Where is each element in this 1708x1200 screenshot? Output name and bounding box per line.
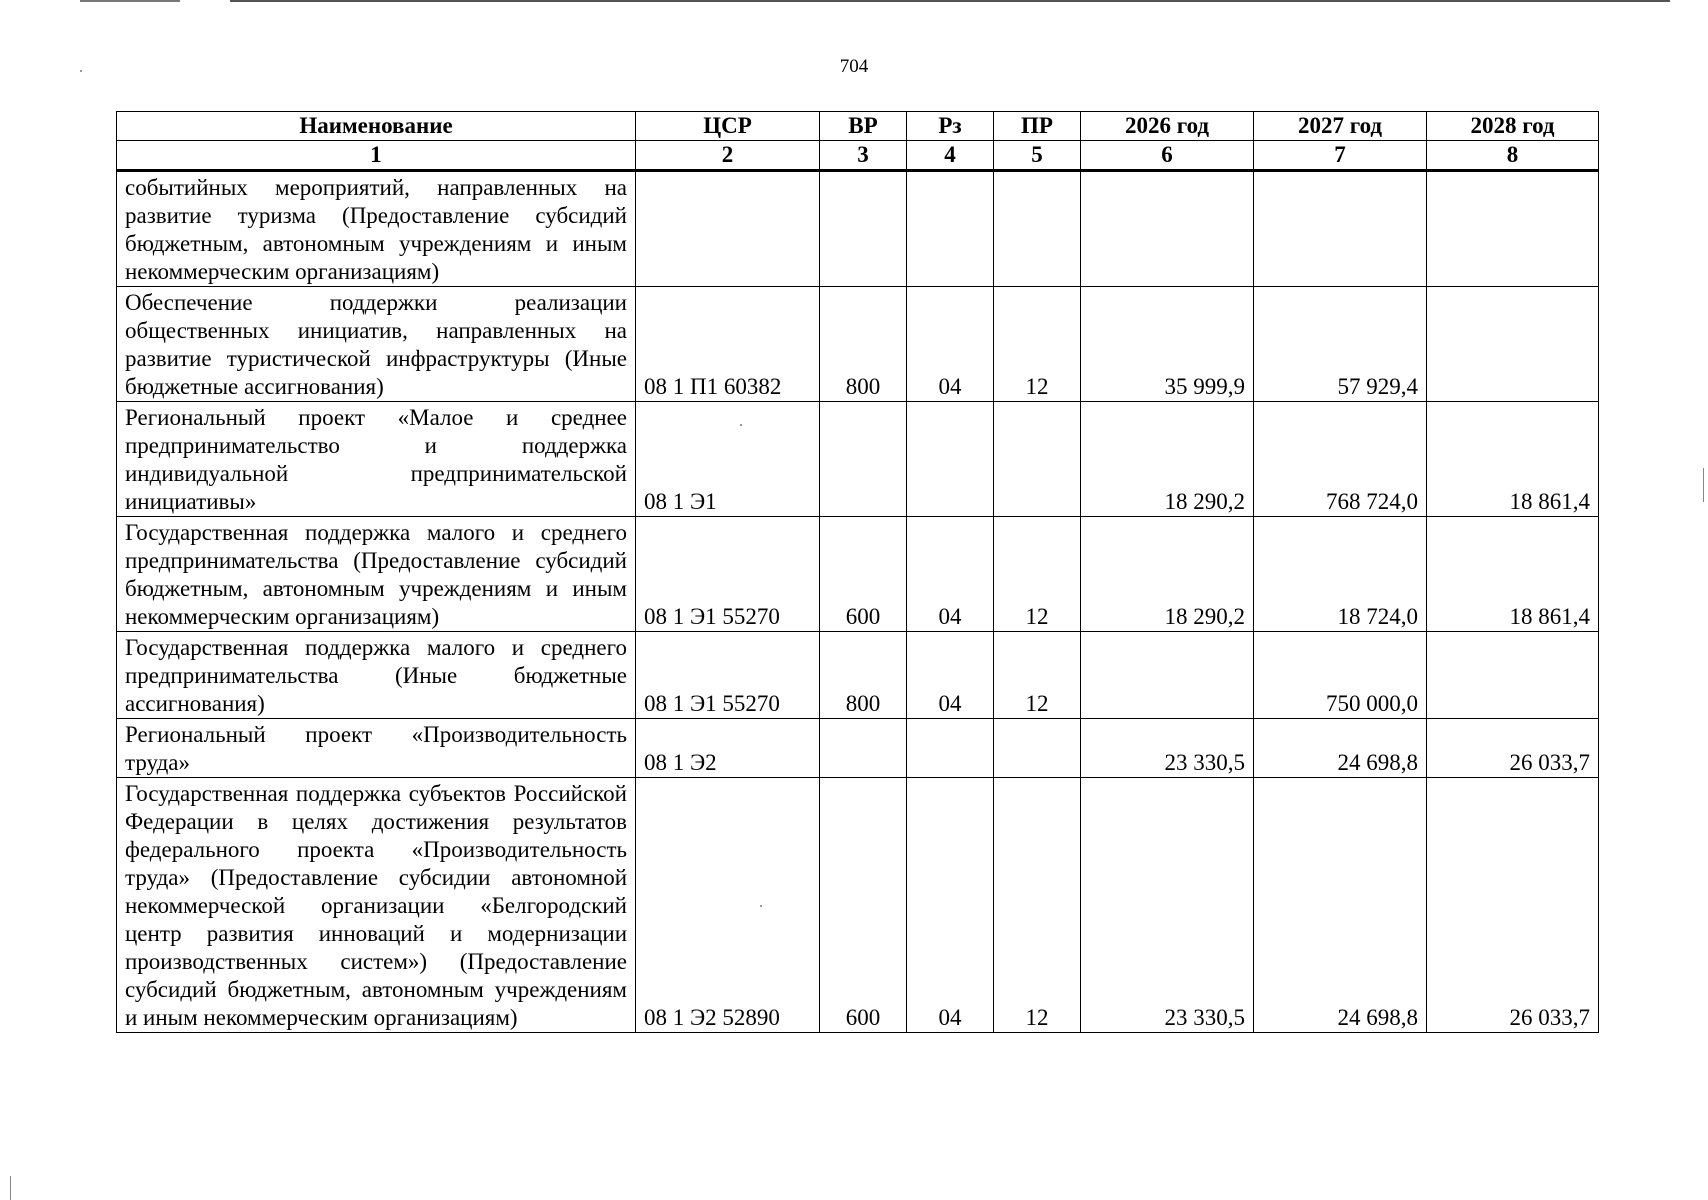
header-2027: 2027 год — [1254, 112, 1427, 141]
row-pr — [994, 402, 1081, 517]
budget-table — [116, 111, 1599, 1033]
header-pr: ПР — [994, 112, 1081, 141]
header-name: Наименование — [117, 112, 636, 141]
row-vr — [820, 402, 907, 517]
column-number: 5 — [994, 141, 1081, 171]
table-row — [117, 402, 1599, 517]
row-amount-2026: 23 330,5 — [1081, 719, 1254, 778]
column-number: 8 — [1427, 141, 1599, 171]
row-vr: 600 — [820, 517, 907, 632]
row-pr: 12 — [994, 287, 1081, 402]
row-amount-2028: 26 033,7 — [1427, 719, 1599, 778]
table-row — [117, 171, 1599, 287]
scan-speck — [760, 905, 762, 907]
row-pr: 12 — [994, 778, 1081, 1033]
row-amount-2028: 26 033,7 — [1427, 778, 1599, 1033]
column-number-row — [117, 141, 1599, 171]
table-row — [117, 287, 1599, 402]
row-name: событийных мероприятий, направленных на развитие туризма (Предоставление субсидий бюджетным, автономным учреждениям и иным некоммерческим организациям) — [117, 171, 636, 287]
row-amount-2028: 18 861,4 — [1427, 402, 1599, 517]
header-2026: 2026 год — [1081, 112, 1254, 141]
row-name: Региональный проект «Малое и среднее предпринимательство и поддержка индивидуальной предпринимательской инициативы» — [117, 402, 636, 517]
table-row — [117, 517, 1599, 632]
table-row — [117, 632, 1599, 719]
row-pr — [994, 719, 1081, 778]
row-csr: 08 1 П1 60382 — [636, 287, 820, 402]
row-amount-2028 — [1427, 287, 1599, 402]
row-rz: 04 — [907, 517, 994, 632]
row-amount-2028: 18 861,4 — [1427, 517, 1599, 632]
header-2028: 2028 год — [1427, 112, 1599, 141]
scan-speck — [80, 70, 82, 72]
scan-edge-line — [230, 0, 1670, 2]
row-rz — [907, 171, 994, 287]
row-amount-2026: 23 330,5 — [1081, 778, 1254, 1033]
row-name: Государственная поддержка субъектов Российской Федерации в целях достижения результатов федерального проекта «Производительность труда» (Предоставление субсидии автономной некоммерческой организации «Белгородский центр развития инноваций и модернизации производственных систем») (Предоставление субсидий бюджетным, автономным учреждениям и иным некоммерческим организациям) — [117, 778, 636, 1033]
row-amount-2027: 768 724,0 — [1254, 402, 1427, 517]
row-amount-2027: 57 929,4 — [1254, 287, 1427, 402]
page-number: 704 — [839, 56, 869, 77]
row-csr: 08 1 Э1 55270 — [636, 517, 820, 632]
row-amount-2026: 35 999,9 — [1081, 287, 1254, 402]
scan-speck — [740, 424, 742, 426]
row-rz — [907, 719, 994, 778]
row-name: Государственная поддержка малого и среднего предпринимательства (Иные бюджетные ассигнования) — [117, 632, 636, 719]
row-vr — [820, 719, 907, 778]
row-csr: 08 1 Э2 — [636, 719, 820, 778]
row-csr: 08 1 Э2 52890 — [636, 778, 820, 1033]
scan-edge-mark — [10, 1176, 11, 1200]
row-vr — [820, 171, 907, 287]
row-amount-2027: 18 724,0 — [1254, 517, 1427, 632]
row-name: Обеспечение поддержки реализации общественных инициатив, направленных на развитие туристической инфраструктуры (Иные бюджетные ассигнования) — [117, 287, 636, 402]
row-amount-2027: 24 698,8 — [1254, 719, 1427, 778]
row-amount-2028 — [1427, 171, 1599, 287]
header-vr: ВР — [820, 112, 907, 141]
row-vr: 800 — [820, 287, 907, 402]
row-amount-2026 — [1081, 632, 1254, 719]
column-number: 7 — [1254, 141, 1427, 171]
row-rz: 04 — [907, 632, 994, 719]
header-csr: ЦСР — [636, 112, 820, 141]
header-row — [117, 112, 1599, 141]
scan-edge-mark — [1703, 468, 1704, 502]
row-amount-2028 — [1427, 632, 1599, 719]
column-number: 1 — [117, 141, 636, 171]
row-pr: 12 — [994, 632, 1081, 719]
row-amount-2027: 750 000,0 — [1254, 632, 1427, 719]
column-number: 2 — [636, 141, 820, 171]
row-amount-2026: 18 290,2 — [1081, 402, 1254, 517]
row-name: Государственная поддержка малого и среднего предпринимательства (Предоставление субсидий бюджетным, автономным учреждениям и иным некоммерческим организациям) — [117, 517, 636, 632]
column-number: 3 — [820, 141, 907, 171]
row-csr: 08 1 Э1 — [636, 402, 820, 517]
row-pr: 12 — [994, 517, 1081, 632]
row-name: Региональный проект «Производительность труда» — [117, 719, 636, 778]
scan-edge-line — [80, 0, 180, 2]
row-rz — [907, 402, 994, 517]
row-amount-2026: 18 290,2 — [1081, 517, 1254, 632]
row-amount-2027: 24 698,8 — [1254, 778, 1427, 1033]
row-vr: 600 — [820, 778, 907, 1033]
row-amount-2026 — [1081, 171, 1254, 287]
row-pr — [994, 171, 1081, 287]
column-number: 6 — [1081, 141, 1254, 171]
row-csr: 08 1 Э1 55270 — [636, 632, 820, 719]
row-rz: 04 — [907, 287, 994, 402]
table-row — [117, 778, 1599, 1033]
row-csr — [636, 171, 820, 287]
table-row — [117, 719, 1599, 778]
header-rz: Рз — [907, 112, 994, 141]
column-number: 4 — [907, 141, 994, 171]
row-amount-2027 — [1254, 171, 1427, 287]
row-vr: 800 — [820, 632, 907, 719]
row-rz: 04 — [907, 778, 994, 1033]
